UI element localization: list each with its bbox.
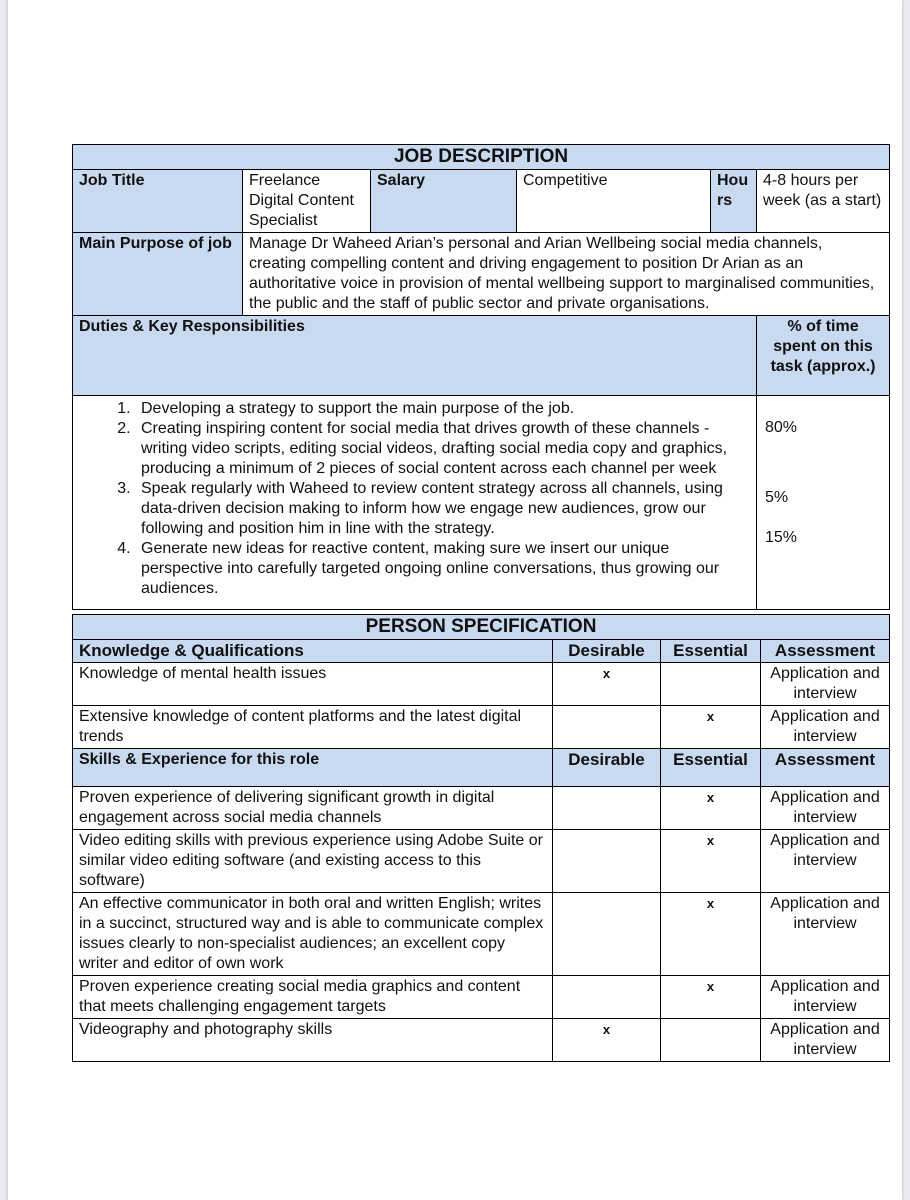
desirable-mark — [553, 706, 661, 749]
assessment-value: Application and interview — [761, 976, 890, 1019]
knowledge-label: Knowledge & Qualifications — [73, 640, 553, 663]
percent-value: 80% — [765, 419, 798, 436]
percent-time-label: % of time spent on this task (approx.) — [757, 316, 890, 396]
desirable-mark: x — [553, 663, 661, 706]
essential-mark: x — [661, 830, 761, 893]
salary-label: Salary — [371, 170, 517, 233]
col-assessment: Assessment — [761, 749, 890, 787]
assessment-value: Application and interview — [761, 1019, 890, 1062]
job-title-label: Job Title — [73, 170, 243, 233]
duties-list — [79, 399, 750, 599]
essential-mark: x — [661, 787, 761, 830]
skill-item-text: Proven experience of delivering significant growth in digital engagement across social media channels — [73, 787, 553, 830]
knowledge-item-text: Extensive knowledge of content platforms and the latest digital trends — [73, 706, 553, 749]
col-desirable: Desirable — [553, 640, 661, 663]
skills-label: Skills & Experience for this role — [73, 749, 553, 787]
job-title-value: Freelance Digital Content Specialist — [243, 170, 371, 233]
assessment-value: Application and interview — [761, 706, 890, 749]
essential-mark — [661, 1019, 761, 1062]
assessment-value: Application and interview — [761, 663, 890, 706]
duty-item: 3. Speak regularly with Waheed to review content strategy across all channels, using data-driven decision making to inform how we engage new audiences, grow our following and position him in line with the strategy. — [135, 479, 750, 539]
duties-list-cell — [73, 396, 757, 610]
assessment-value: Application and interview — [761, 787, 890, 830]
knowledge-item-text: Knowledge of mental health issues — [73, 663, 553, 706]
essential-mark: x — [661, 893, 761, 976]
percent-value: 5% — [765, 489, 789, 506]
essential-mark — [661, 663, 761, 706]
hours-value: 4-8 hours per week (as a start) — [757, 170, 890, 233]
percent-value: 15% — [765, 529, 798, 546]
person-specification-table — [72, 614, 890, 1062]
desirable-mark — [553, 976, 661, 1019]
duty-item: 2. Creating inspiring content for social media that drives growth of these channels - writing video scripts, editing social videos, drafting social media copy and graphics, producing a minimum of 2 pieces of social content across each channel per week — [135, 419, 750, 479]
main-purpose-value: Manage Dr Waheed Arian’s personal and Arian Wellbeing social media channels, creating compelling content and driving engagement to position Dr Arian as an authoritative voice in provision of mental wellbeing support to marginalised communities, the public and the staff of public sector and private organisations. — [243, 233, 890, 316]
person-spec-heading: PERSON SPECIFICATION — [73, 615, 890, 640]
desirable-mark — [553, 830, 661, 893]
desirable-mark — [553, 893, 661, 976]
desirable-mark: x — [553, 1019, 661, 1062]
col-assessment: Assessment — [761, 640, 890, 663]
col-desirable: Desirable — [553, 749, 661, 787]
document-page — [8, 0, 902, 1200]
salary-value: Competitive — [517, 170, 711, 233]
hours-label: Hours — [711, 170, 757, 233]
percent-values-cell — [757, 396, 890, 610]
assessment-value: Application and interview — [761, 830, 890, 893]
desirable-mark — [553, 787, 661, 830]
skill-item-text: Videography and photography skills — [73, 1019, 553, 1062]
skill-item-text: An effective communicator in both oral and written English; writes in a succinct, structured way and is able to communicate complex issues clearly to non-specialist audiences; an excellent copy writer and editor of own work — [73, 893, 553, 976]
job-description-heading: JOB DESCRIPTION — [73, 145, 890, 170]
duties-label: Duties & Key Responsibilities — [73, 316, 757, 396]
essential-mark: x — [661, 976, 761, 1019]
job-description-table — [72, 144, 890, 610]
main-purpose-label: Main Purpose of job — [73, 233, 243, 316]
duty-item: 1. Developing a strategy to support the main purpose of the job. — [135, 399, 750, 419]
assessment-value: Application and interview — [761, 893, 890, 976]
col-essential: Essential — [661, 640, 761, 663]
essential-mark: x — [661, 706, 761, 749]
skill-item-text: Video editing skills with previous experience using Adobe Suite or similar video editing software (and existing access to this software) — [73, 830, 553, 893]
col-essential: Essential — [661, 749, 761, 787]
duty-item: 4. Generate new ideas for reactive content, making sure we insert our unique perspective into carefully targeted ongoing online conversations, thus growing our audiences. — [135, 539, 750, 599]
skill-item-text: Proven experience creating social media graphics and content that meets challenging engagement targets — [73, 976, 553, 1019]
